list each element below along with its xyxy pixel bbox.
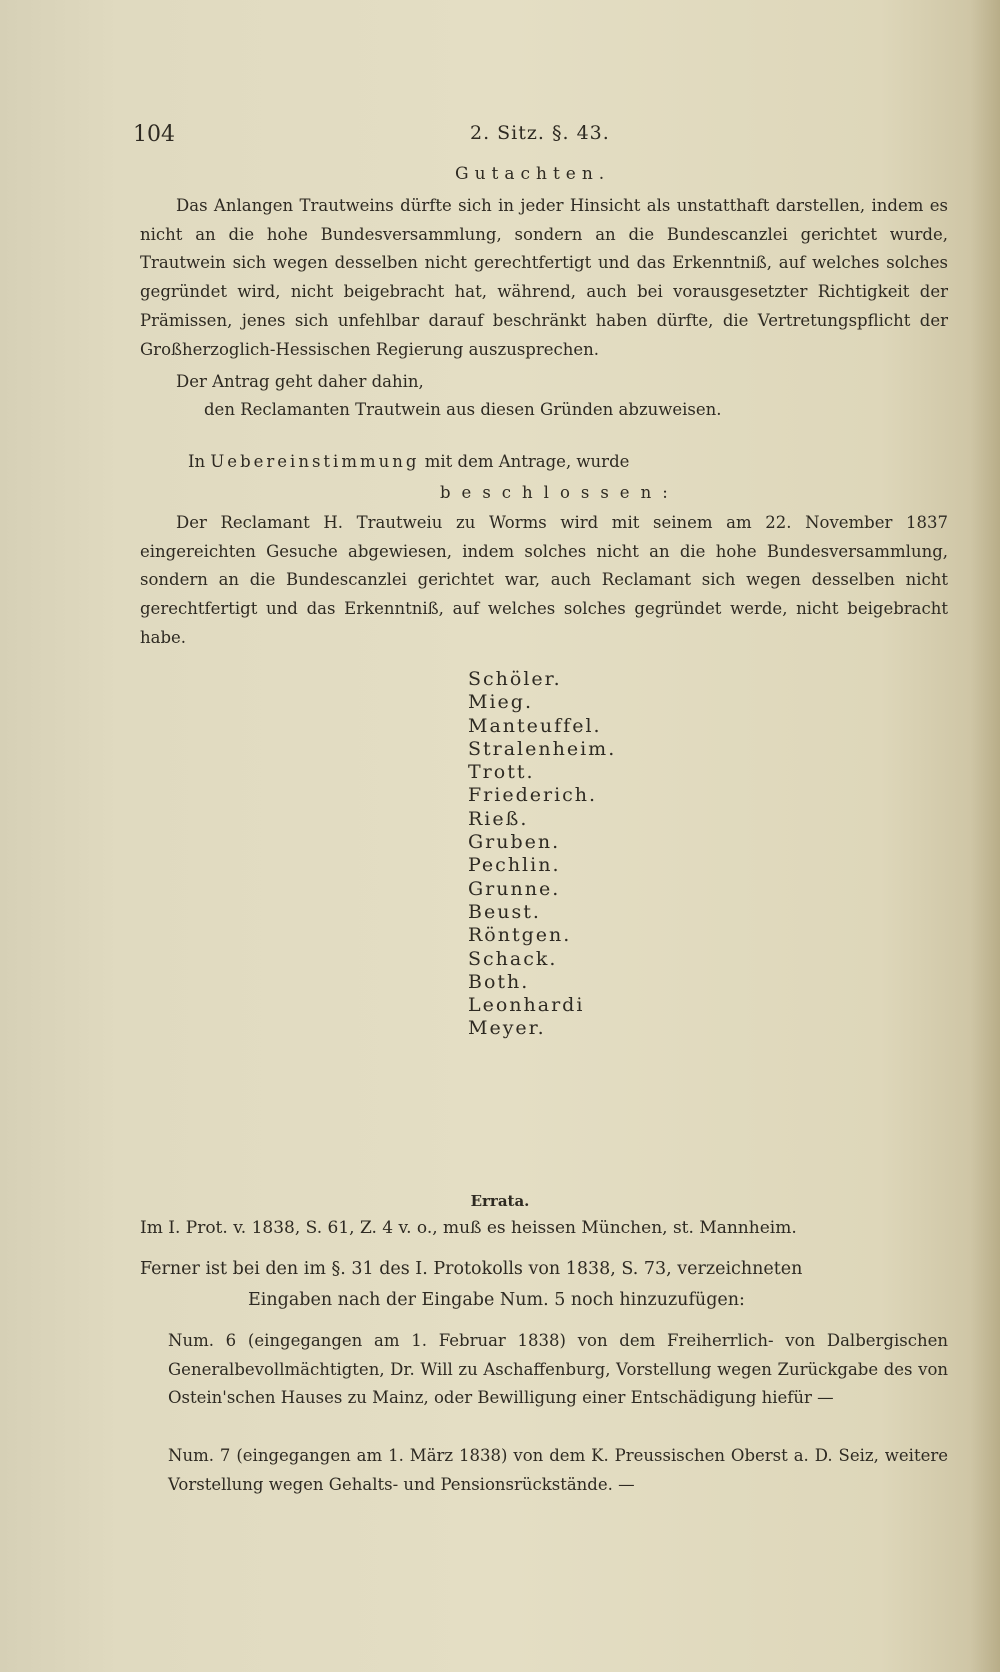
signature-name: Beust. xyxy=(468,900,541,923)
page-number: 104 xyxy=(133,122,175,147)
signature-name: Meyer. xyxy=(468,1017,546,1040)
signature-name: Gruben. xyxy=(468,831,561,854)
errata-line-2: Ferner ist bei den im §. 31 des I. Protokolls von 1838, S. 73, verzeichneten xyxy=(140,1259,803,1279)
signature-name: Rieß. xyxy=(468,807,529,830)
signature-name: Leonhardi xyxy=(468,994,585,1017)
running-head: 2. Sitz. §. 43. xyxy=(470,122,610,144)
signature-name: Manteuffel. xyxy=(468,714,602,737)
signature-name: Grunne. xyxy=(468,877,561,900)
beschluss-intro xyxy=(188,452,629,471)
signature-name: Röntgen. xyxy=(468,924,572,947)
beschluss-intro-suffix: mit dem Antrage, wurde xyxy=(424,452,630,471)
signature-name: Friederich. xyxy=(468,784,598,807)
antrag-line: Der Antrag geht daher dahin, xyxy=(176,372,424,391)
beschlossen-label: beschlossen: xyxy=(440,483,679,502)
signature-name: Trott. xyxy=(468,761,535,784)
errata-title: Errata. xyxy=(470,1192,530,1210)
beschluss-intro-spaced: Uebereinstimmung xyxy=(210,452,420,471)
errata-entry-num-6: Num. 6 (eingegangen am 1. Februar 1838) von dem Freiherrlich- von Dalbergischen Generalbevollmächtigten, Dr. Will zu Aschaffenburg, Vorstellung wegen Zurückgabe des von Ostein'schen Hauses zu Mainz, oder Bewilligung einer Entschädigung hiefür — xyxy=(168,1331,948,1408)
signature-list xyxy=(468,668,616,1041)
beschluss-intro-prefix: In xyxy=(188,452,206,471)
errata-line-3: Eingaben nach der Eingabe Num. 5 noch hinzuzufügen: xyxy=(248,1290,745,1310)
errata-entry-num-7: Num. 7 (eingegangen am 1. März 1838) von dem K. Preussischen Oberst a. D. Seiz, weitere Vorstellung wegen Gehalts- und Pensionsrückstände. — xyxy=(168,1446,948,1494)
signature-name: Mieg. xyxy=(468,691,533,714)
signature-name: Schöler. xyxy=(468,668,562,690)
beschluss-text: Der Reclamant H. Trautweiu zu Worms wird mit seinem am 22. November 1837 eingereichten Gesuche abgewiesen, indem solches nicht an die hohe Bundesversammlung, sondern an die Bundescanzlei gerichtet war, auch Reclamant sich wegen desselben nicht gerechtfertigt und das Erkenntniß, auf welches solches gegründet werde, nicht beigebracht habe. xyxy=(140,513,948,647)
signature-name: Stralenheim. xyxy=(468,737,617,760)
gutachten-paragraph: Das Anlangen Trautweins dürfte sich in jeder Hinsicht als unstatthaft darstellen, indem es nicht an die hohe Bundesversammlung, sondern an die Bundescanzlei gerichtet wurde, Trautwein sich wegen desselben nicht gerechtfertigt und das Erkenntniß, auf welches solches gegründet wird, nicht beigebracht hat, während, auch bei vorausgesetzter Richtigkeit der Prämissen, jenes sich unfehlbar darauf beschränkt haben dürfte, die Vertretungspflicht der Großherzoglich-Hessischen Regierung auszusprechen. xyxy=(140,196,948,359)
gutachten-heading: Gutachten. xyxy=(455,164,611,184)
errata-line-1: Im I. Prot. v. 1838, S. 61, Z. 4 v. o., muß es heissen München, st. Mannheim. xyxy=(140,1218,797,1238)
signature-name: Pechlin. xyxy=(468,854,561,877)
signature-name: Schack. xyxy=(468,947,558,970)
signature-name: Both. xyxy=(468,970,530,993)
antrag-text: den Reclamanten Trautwein aus diesen Gründen abzuweisen. xyxy=(204,400,722,419)
